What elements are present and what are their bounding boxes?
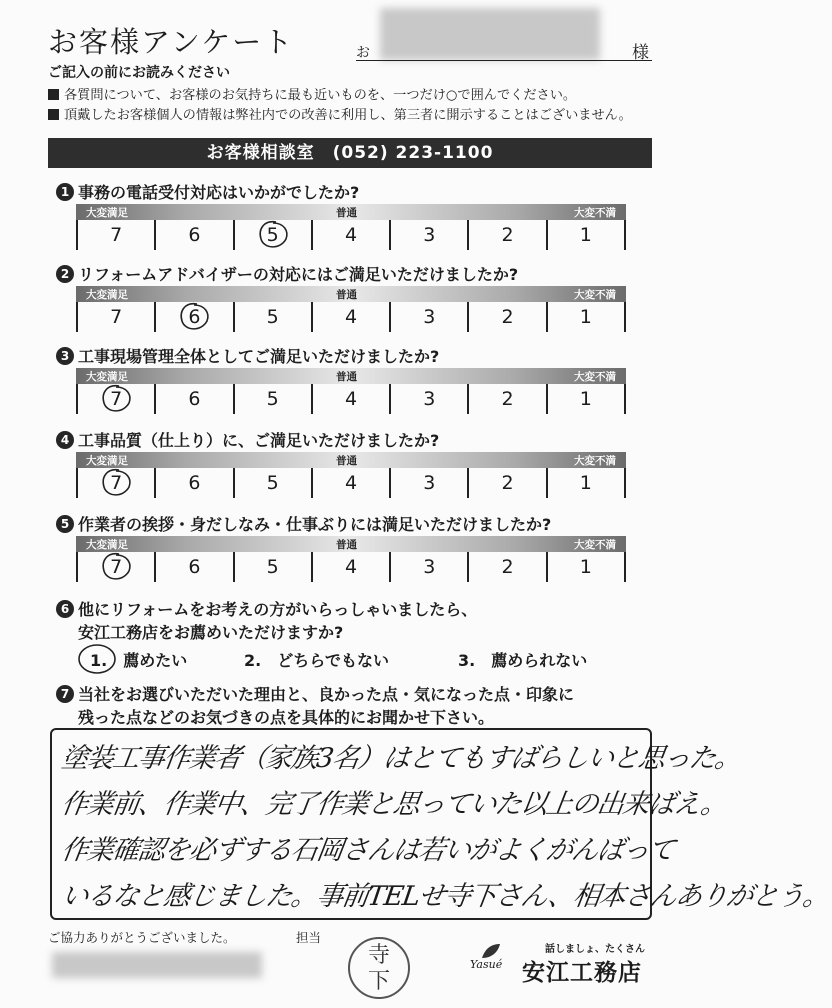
rating-value: 2 bbox=[501, 224, 514, 246]
rating-scale bbox=[76, 204, 626, 250]
rating-option-2[interactable] bbox=[469, 302, 547, 332]
rating-option-7[interactable] bbox=[78, 384, 156, 414]
bullet-square-icon bbox=[48, 109, 59, 120]
customer-hotline-banner: お客様相談室 (052) 223-1100 bbox=[48, 138, 652, 168]
rating-value: 2 bbox=[501, 556, 514, 578]
rating-value: 4 bbox=[344, 388, 358, 410]
question-number-badge: 3 bbox=[56, 347, 74, 365]
scale-label-worst: 大変不満 bbox=[574, 207, 616, 219]
answer-circle-mark bbox=[76, 642, 118, 676]
redacted-address bbox=[52, 952, 262, 978]
scale-header bbox=[76, 536, 626, 552]
scale-label-neutral: 普通 bbox=[336, 539, 357, 551]
scale-label-best: 大変満足 bbox=[86, 539, 128, 551]
rating-value: 6 bbox=[188, 472, 201, 494]
rating-option-1[interactable] bbox=[548, 220, 626, 250]
rating-value: 3 bbox=[423, 224, 436, 246]
question-text: 工事現場管理全体としてご満足いただけましたか? bbox=[78, 347, 440, 366]
rating-value: 7 bbox=[110, 306, 123, 328]
question-text: 事務の電話受付対応はいかがでしたか? bbox=[78, 183, 360, 202]
brand-tagline: 話しましょ、たくさん bbox=[545, 944, 645, 955]
rating-value: 4 bbox=[344, 472, 358, 494]
scale-label-neutral: 普通 bbox=[336, 207, 357, 219]
rating-option-6[interactable] bbox=[156, 220, 234, 250]
rating-value: 2 bbox=[501, 472, 514, 494]
name-prefix: お bbox=[356, 45, 370, 61]
rating-option-3[interactable] bbox=[391, 468, 469, 498]
rating-value: 1 bbox=[579, 306, 592, 328]
question-text: 他にリフォームをお考えの方がいらっしゃいましたら、 bbox=[78, 600, 478, 619]
scale-label-worst: 大変不満 bbox=[574, 455, 616, 467]
handwritten-line: 塗装工事作業者（家族3名）はとてもすばらしいと思った。 bbox=[59, 743, 743, 774]
question-6-line2: 安江工務店をお薦めいただけますか? bbox=[78, 623, 344, 642]
question-number-badge: 4 bbox=[56, 431, 74, 449]
rating-option-4[interactable] bbox=[313, 220, 391, 250]
scale-cells bbox=[76, 302, 626, 332]
answer-circle-mark bbox=[177, 301, 211, 333]
question-7-line2: 残った点などのお気づきの点を具体的にお聞かせ下さい。 bbox=[78, 708, 495, 727]
rating-value: 5 bbox=[266, 306, 279, 328]
rating-option-2[interactable] bbox=[469, 220, 547, 250]
rating-option-1[interactable] bbox=[548, 552, 626, 582]
question-text: リフォームアドバイザーの対応にはご満足いただけましたか? bbox=[78, 265, 519, 284]
question-6 bbox=[56, 597, 477, 620]
rating-option-3[interactable] bbox=[391, 220, 469, 250]
rating-scale bbox=[76, 452, 626, 498]
rating-value: 2 bbox=[501, 388, 514, 410]
rating-option-7[interactable] bbox=[78, 302, 156, 332]
rating-value: 4 bbox=[344, 556, 358, 578]
rating-value: 4 bbox=[344, 224, 358, 246]
rating-option-1[interactable] bbox=[548, 302, 626, 332]
intro-line-text: 頂戴したお客様個人の情報は弊社内での改善に利用し、第三者に開示することはございません。 bbox=[64, 108, 632, 123]
rating-option-1[interactable] bbox=[548, 468, 626, 498]
stamp-char: 寺 bbox=[367, 943, 390, 968]
rating-option-7[interactable] bbox=[78, 220, 156, 250]
rating-value: 7 bbox=[110, 556, 123, 578]
rating-option-4[interactable] bbox=[313, 384, 391, 414]
question-number-badge: 6 bbox=[56, 600, 74, 618]
rating-value: 4 bbox=[344, 306, 358, 328]
bullet-square-icon bbox=[48, 89, 59, 100]
scale-label-best: 大変満足 bbox=[86, 289, 128, 301]
brand-name: 安江工務店 bbox=[522, 960, 642, 986]
answer-circle-mark bbox=[99, 551, 133, 583]
redacted-name bbox=[380, 8, 600, 60]
rating-option-2[interactable] bbox=[469, 468, 547, 498]
rating-option-5[interactable] bbox=[235, 552, 313, 582]
answer-circle-mark bbox=[256, 219, 290, 251]
rating-scale bbox=[76, 368, 626, 414]
rating-value: 6 bbox=[188, 388, 201, 410]
answer-circle-mark bbox=[99, 383, 133, 415]
rating-value: 1 bbox=[579, 472, 592, 494]
rating-value: 6 bbox=[188, 306, 201, 328]
scale-label-worst: 大変不満 bbox=[574, 289, 616, 301]
rating-option-3[interactable] bbox=[391, 302, 469, 332]
scale-label-worst: 大変不満 bbox=[574, 539, 616, 551]
question-number-badge: 2 bbox=[56, 265, 74, 283]
rating-value: 5 bbox=[266, 472, 279, 494]
scale-cells bbox=[76, 552, 626, 582]
rating-option-2[interactable] bbox=[469, 384, 547, 414]
rating-value: 3 bbox=[423, 556, 436, 578]
question-number-badge: 5 bbox=[56, 515, 74, 533]
scale-header bbox=[76, 204, 626, 220]
rating-value: 6 bbox=[188, 224, 201, 246]
scale-label-neutral: 普通 bbox=[336, 371, 357, 383]
handwritten-line: いるなと感じました。事前TELせ寺下さん、相本さんありがとう。 bbox=[59, 881, 831, 912]
intro-line bbox=[48, 84, 576, 103]
question-number-badge: 1 bbox=[56, 183, 74, 201]
rating-option-4[interactable] bbox=[313, 468, 391, 498]
rating-value: 5 bbox=[266, 556, 279, 578]
intro-line bbox=[48, 104, 632, 123]
scale-cells bbox=[76, 468, 626, 498]
rating-value: 3 bbox=[423, 472, 436, 494]
question-text: 工事品質（仕上り）に、ご満足いただけましたか? bbox=[78, 431, 440, 450]
rating-value: 2 bbox=[501, 306, 514, 328]
rating-option-3[interactable] bbox=[391, 552, 469, 582]
question-5 bbox=[56, 512, 551, 535]
comment-box[interactable] bbox=[50, 728, 831, 920]
scale-label-worst: 大変不満 bbox=[574, 371, 616, 383]
name-suffix: 様 bbox=[632, 43, 649, 63]
question-text: 当社をお選びいただいた理由と、良かった点・気になった点・印象に bbox=[78, 685, 575, 704]
thanks-message: ご協力ありがとうございました。 bbox=[48, 930, 236, 945]
rating-scale bbox=[76, 286, 626, 332]
survey-title: お客様アンケート bbox=[48, 25, 295, 59]
option-label: 1. 薦めたい bbox=[90, 651, 188, 670]
question-text: 作業者の挨拶・身だしなみ・仕事ぶりには満足いただけましたか? bbox=[78, 515, 552, 534]
brand-small-logo: Yasué bbox=[470, 958, 503, 971]
rating-option-6[interactable] bbox=[156, 384, 234, 414]
rating-option-5[interactable] bbox=[235, 384, 313, 414]
scale-header bbox=[76, 368, 626, 384]
rating-option-6[interactable] bbox=[156, 552, 234, 582]
rating-option-4[interactable] bbox=[313, 552, 391, 582]
rating-option-1[interactable] bbox=[548, 384, 626, 414]
rating-value: 7 bbox=[110, 388, 123, 410]
rating-option-3[interactable] bbox=[391, 384, 469, 414]
rating-value: 3 bbox=[423, 306, 436, 328]
option-not-recommend[interactable]: 3. 薦められない bbox=[458, 651, 588, 670]
scale-header bbox=[76, 286, 626, 302]
question-2 bbox=[56, 262, 518, 285]
handwritten-line: 作業確認を必ずする石岡さんは若いがよくがんばって bbox=[59, 835, 676, 866]
question-7 bbox=[56, 682, 574, 705]
intro-line-text: 各質問について、お客様のお気持ちに最も近いものを、一つだけ○で囲んでください。 bbox=[64, 88, 577, 103]
intro-heading: ご記入の前にお読みください bbox=[48, 65, 230, 81]
option-recommend[interactable] bbox=[90, 648, 187, 671]
scale-label-neutral: 普通 bbox=[336, 455, 357, 467]
question-1 bbox=[56, 180, 359, 203]
rating-option-7[interactable] bbox=[78, 468, 156, 498]
scale-label-best: 大変満足 bbox=[86, 455, 128, 467]
handwritten-line: 作業前、作業中、完了作業と思っていた以上の出来ばえ。 bbox=[59, 789, 729, 820]
staff-seal-stamp bbox=[348, 937, 410, 999]
rating-value: 5 bbox=[266, 224, 279, 246]
rating-option-6[interactable] bbox=[156, 468, 234, 498]
question-3 bbox=[56, 344, 439, 367]
scale-label-neutral: 普通 bbox=[336, 289, 357, 301]
scale-label-best: 大変満足 bbox=[86, 207, 128, 219]
rating-option-2[interactable] bbox=[469, 552, 547, 582]
rating-option-5[interactable] bbox=[235, 220, 313, 250]
rating-value: 6 bbox=[188, 556, 201, 578]
scale-cells bbox=[76, 384, 626, 414]
rating-option-5[interactable] bbox=[235, 468, 313, 498]
rating-value: 7 bbox=[110, 472, 123, 494]
rating-value: 5 bbox=[266, 388, 279, 410]
rating-value: 7 bbox=[110, 224, 123, 246]
rating-option-6[interactable] bbox=[156, 302, 234, 332]
rating-scale bbox=[76, 536, 626, 582]
rating-option-7[interactable] bbox=[78, 552, 156, 582]
answer-circle-mark bbox=[99, 467, 133, 499]
rating-value: 1 bbox=[579, 388, 592, 410]
rating-value: 3 bbox=[423, 388, 436, 410]
staff-label: 担当 bbox=[296, 930, 322, 945]
name-underline bbox=[356, 60, 652, 61]
option-neutral[interactable]: 2. どちらでもない bbox=[244, 651, 390, 670]
scale-header bbox=[76, 452, 626, 468]
rating-value: 1 bbox=[579, 224, 592, 246]
rating-option-4[interactable] bbox=[313, 302, 391, 332]
question-4 bbox=[56, 428, 439, 451]
scale-label-best: 大変満足 bbox=[86, 371, 128, 383]
scale-cells bbox=[76, 220, 626, 250]
rating-value: 1 bbox=[579, 556, 592, 578]
rating-option-5[interactable] bbox=[235, 302, 313, 332]
question-number-badge: 7 bbox=[56, 685, 74, 703]
stamp-char: 下 bbox=[367, 969, 390, 994]
